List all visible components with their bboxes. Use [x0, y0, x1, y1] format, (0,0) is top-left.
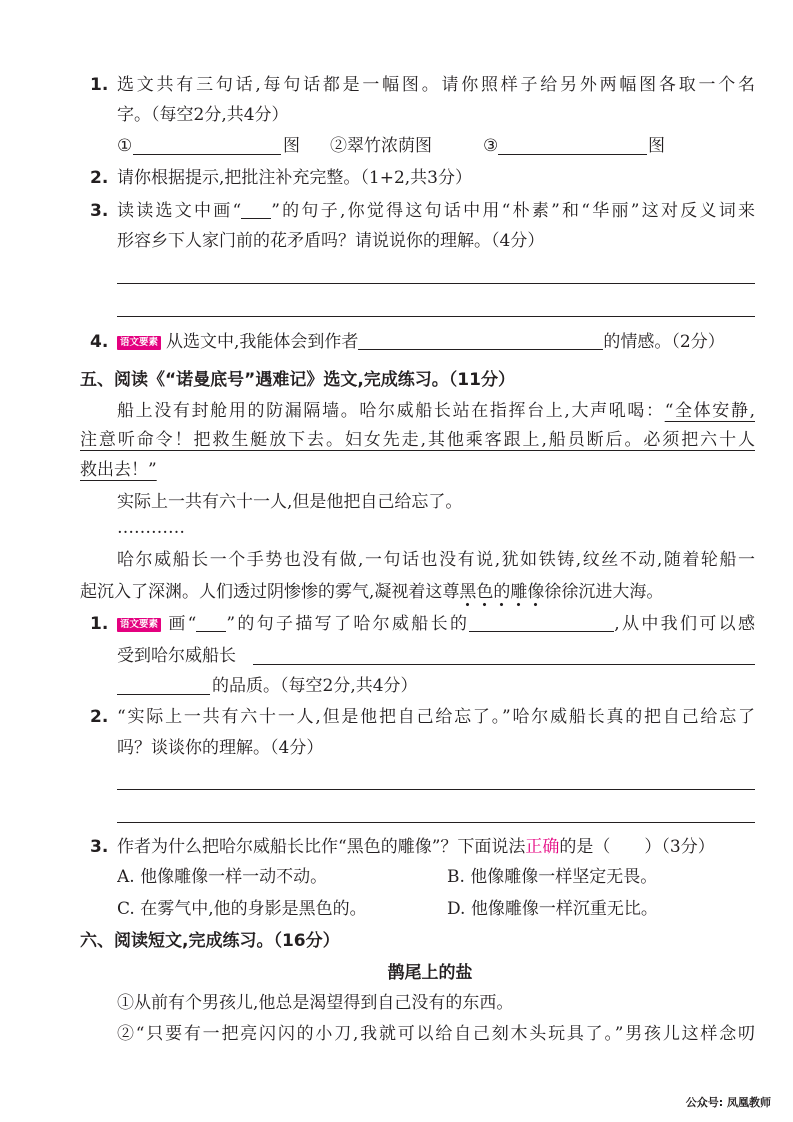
question-text: 字。（每空2分,共4分） — [117, 105, 289, 125]
question-text-part: ）（3分） — [644, 837, 715, 857]
question-text — [117, 198, 755, 224]
passage-text: 船上没有封舱用的防漏隔墙。哈尔威船长站在指挥台上,大声吼喝： — [117, 401, 665, 421]
answer-line — [117, 789, 755, 790]
question-text — [117, 643, 755, 669]
answer-blank — [253, 646, 755, 665]
answer-blank — [498, 136, 647, 155]
answer-mark: ① — [117, 136, 133, 156]
question-text-part: 读读选文中画“ — [117, 201, 242, 221]
highlighted-word: 正确 — [525, 837, 560, 857]
answer-line — [117, 316, 755, 317]
question-text-part: ,从中我们可以感 — [614, 614, 755, 634]
choice-a: A. 他像雕像一样一动不动。 — [117, 867, 328, 887]
article-paragraph: ①从前有个男孩儿,他总是渴望得到自己没有的东西。 — [117, 993, 514, 1013]
question-number: 1. — [90, 75, 109, 95]
question-text-part: 的情感。（2分） — [603, 332, 725, 352]
passage-line: 哈尔威船长一个手势也没有做,一句话也没有说,犹如铁铸,纹丝不动,随着轮船一 — [117, 550, 755, 570]
passage-line — [117, 398, 755, 424]
question-text: 吗？谈谈你的理解。（4分） — [117, 738, 324, 758]
choice-c: C. 在雾气中,他的身影是黑色的。 — [117, 899, 367, 919]
question-text-part: 作者为什么把哈尔威船长比作“黑色的雕像”？下面说法 — [117, 837, 526, 857]
emphasized-phrase: 黑色的雕像 — [459, 582, 544, 607]
question-text: 选文共有三句话,每句话都是一幅图。请你照样子给另外两幅图各取一个名 — [117, 75, 755, 95]
badge-chinese-element: 语文要素 — [117, 618, 161, 632]
example-answer: ②翠竹浓荫图 — [330, 136, 432, 156]
answer-blank — [117, 676, 210, 695]
answer-blank — [133, 136, 281, 155]
question-text-part: 受到哈尔威船长 — [117, 646, 236, 666]
question-text-part: ”的句子描写了哈尔威船长的 — [226, 614, 470, 634]
question-text — [117, 673, 755, 699]
question-number: 3. — [90, 837, 109, 857]
choice-row — [117, 864, 755, 890]
passage-line — [80, 579, 755, 607]
question-text: 请你根据提示,把批注补充完整。（1+2,共3分） — [117, 168, 472, 188]
question-text-part: 的品质。（每空2分,共4分） — [212, 676, 418, 696]
question-text — [117, 611, 755, 637]
answer-blank — [469, 617, 614, 632]
underline-mark-blank — [196, 617, 226, 632]
question-text — [117, 834, 755, 860]
underline-mark-blank — [241, 204, 271, 219]
question-text: “实际上一共有六十一人,但是他把自己给忘了。”哈尔威船长真的把自己给忘了 — [117, 707, 755, 727]
underlined-sentence: 救出去！” — [80, 460, 157, 480]
underlined-sentence: “全体安静, — [664, 401, 755, 421]
passage-line — [80, 457, 755, 483]
question-text: 形容乡下人家门前的花矛盾吗？请说说你的理解。（4分） — [117, 231, 545, 251]
choice-b: B. 他像雕像一样坚定无畏。 — [447, 867, 658, 887]
footer-watermark: 公众号: 凤凰教师 — [685, 1096, 771, 1109]
answer-line — [117, 283, 755, 284]
answer-blank — [358, 335, 603, 350]
question-text-part: 从选文中,我能体会到作者 — [166, 332, 359, 352]
answer-suffix: 图 — [648, 136, 665, 156]
passage-text: 徐徐沉进大海。 — [544, 582, 664, 602]
question-number: 1. — [90, 614, 109, 634]
section-heading: 六、阅读短文,完成练习。（16分） — [80, 931, 340, 951]
passage-text: 起沉入了深渊。人们透过阴惨惨的雾气,凝视着这尊 — [80, 582, 460, 602]
picture-name-answers — [117, 133, 755, 159]
question-number: 2. — [90, 707, 109, 727]
article-title: 鹊尾上的盐 — [387, 963, 473, 983]
question-text-part: 画“ — [166, 614, 197, 634]
choice-row — [117, 896, 755, 922]
badge-chinese-element: 语文要素 — [117, 336, 161, 350]
underlined-sentence: 注意听命令！把救生艇放下去。妇女先走,其他乘客跟上,船员断后。必须把六十人 — [80, 430, 755, 450]
answer-mark: ③ — [483, 136, 499, 156]
answer-paren-blank — [610, 851, 644, 852]
question-text — [117, 329, 755, 355]
article-paragraph: ②“只要有一把亮闪闪的小刀,我就可以给自己刻木头玩具了。”男孩儿这样念叨 — [117, 1024, 755, 1044]
question-number: 4. — [90, 332, 109, 352]
answer-line — [117, 822, 755, 823]
choice-d: D. 他像雕像一样沉重无比。 — [447, 899, 658, 919]
question-text-part: ”的句子,你觉得这句话中用“朴素”和“华丽”这对反义词来 — [271, 201, 755, 221]
question-number: 2. — [90, 168, 109, 188]
passage-ellipsis: ………… — [117, 518, 185, 538]
question-text-part: 的是（ — [559, 837, 611, 857]
question-number: 3. — [90, 201, 109, 221]
answer-suffix: 图 — [283, 136, 300, 156]
section-heading: 五、阅读《“诺曼底号”遇难记》选文,完成练习。（11分） — [80, 370, 515, 390]
passage-line — [80, 427, 755, 453]
passage-line: 实际上一共有六十一人,但是他把自己给忘了。 — [117, 492, 463, 512]
